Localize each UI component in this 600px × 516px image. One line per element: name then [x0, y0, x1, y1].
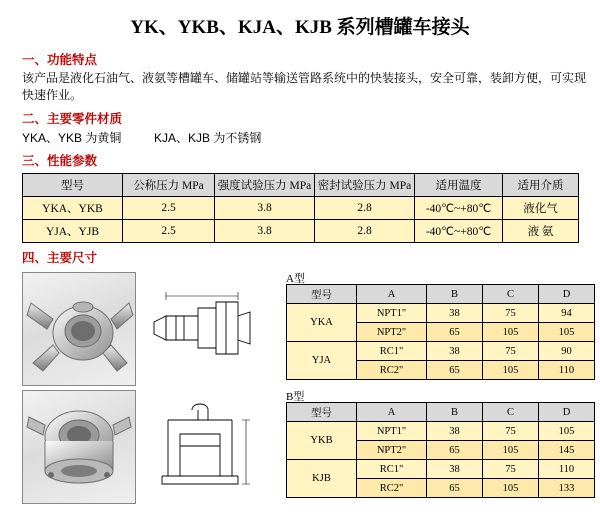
dimA-g0-r0-c0: NPT1" — [357, 304, 427, 323]
perf-r1-c5: 液 氨 — [503, 220, 579, 243]
dimA-g0-r0-c1: 38 — [427, 304, 483, 323]
dim-table-label-a: A型 — [286, 273, 305, 285]
dimA-col-0: 型号 — [287, 285, 357, 304]
table-header-row — [23, 174, 579, 197]
photo-coupling-b-graphic — [23, 391, 135, 503]
dimB-g1-r0-c3: 110 — [539, 460, 595, 479]
dimB-g0-r1-c2: 105 — [483, 441, 539, 460]
photo-coupling-a — [22, 272, 136, 386]
dimA-col-2: B — [427, 285, 483, 304]
dimB-g0-r0-c2: 75 — [483, 422, 539, 441]
table-row — [23, 197, 579, 220]
perf-col-5: 适用介质 — [503, 174, 579, 197]
dimA-g1-r0-c0: RC1" — [357, 342, 427, 361]
dimB-g0-r1-c3: 145 — [539, 441, 595, 460]
drawing-coupling-b-graphic — [146, 390, 258, 502]
dimensions-area — [0, 270, 600, 506]
dimB-g1-r1-c0: RC2" — [357, 479, 427, 498]
dimB-g0-r0-c3: 105 — [539, 422, 595, 441]
dimB-col-4: D — [539, 403, 595, 422]
table-row — [287, 460, 595, 479]
dimB-g1-r1-c3: 133 — [539, 479, 595, 498]
dimB-g0-r1-c0: NPT2" — [357, 441, 427, 460]
dimA-g0-r1-c3: 105 — [539, 323, 595, 342]
dimB-col-2: B — [427, 403, 483, 422]
perf-r0-c5: 液化气 — [503, 197, 579, 220]
dimA-g0-r0-c2: 75 — [483, 304, 539, 323]
section-heading-features: 一、功能特点 — [22, 53, 98, 67]
dimB-g1-r1-c1: 65 — [427, 479, 483, 498]
dimA-g0-model: YKA — [287, 304, 357, 342]
perf-r1-c0: YJA、YJB — [23, 220, 123, 243]
dimA-g0-r0-c3: 94 — [539, 304, 595, 323]
perf-r1-c2: 3.8 — [215, 220, 315, 243]
section-heading-material: 二、主要零件材质 — [22, 112, 123, 126]
dimA-g0-r1-c0: NPT2" — [357, 323, 427, 342]
dimB-g0-model: YKB — [287, 422, 357, 460]
perf-r1-c3: 2.8 — [315, 220, 415, 243]
dimA-col-1: A — [357, 285, 427, 304]
table-row — [23, 220, 579, 243]
perf-col-3: 密封试验压力 MPa — [315, 174, 415, 197]
material-left: YKA、YKB 为黄铜 — [22, 131, 122, 145]
dimA-g1-r1-c3: 110 — [539, 361, 595, 380]
dimB-col-0: 型号 — [287, 403, 357, 422]
perf-col-1: 公称压力 MPa — [123, 174, 215, 197]
perf-r0-c0: YKA、YKB — [23, 197, 123, 220]
dimA-g1-r1-c2: 105 — [483, 361, 539, 380]
dimB-g0-r0-c1: 38 — [427, 422, 483, 441]
perf-col-2: 强度试验压力 MPa — [215, 174, 315, 197]
table-header-row — [287, 285, 595, 304]
perf-r1-c1: 2.5 — [123, 220, 215, 243]
table-header-row — [287, 403, 595, 422]
dimA-col-3: C — [483, 285, 539, 304]
dimB-g0-r0-c0: NPT1" — [357, 422, 427, 441]
dimA-g1-r0-c3: 90 — [539, 342, 595, 361]
drawing-coupling-b — [146, 390, 258, 502]
table-row — [287, 304, 595, 323]
dimA-g1-model: YJA — [287, 342, 357, 380]
dimension-row-a — [22, 270, 600, 388]
photo-coupling-a-graphic — [23, 273, 135, 385]
perf-r0-c4: -40℃~+80℃ — [415, 197, 503, 220]
material-line — [22, 129, 600, 146]
dimB-col-1: A — [357, 403, 427, 422]
dimB-g1-r1-c2: 105 — [483, 479, 539, 498]
dimA-g1-r1-c0: RC2" — [357, 361, 427, 380]
dimension-row-b — [22, 388, 600, 506]
perf-col-0: 型号 — [23, 174, 123, 197]
table-row — [287, 342, 595, 361]
perf-r0-c2: 3.8 — [215, 197, 315, 220]
perf-r1-c4: -40℃~+80℃ — [415, 220, 503, 243]
photo-coupling-b — [22, 390, 136, 504]
dimA-g1-r1-c1: 65 — [427, 361, 483, 380]
dimA-g0-r1-c1: 65 — [427, 323, 483, 342]
dimB-col-3: C — [483, 403, 539, 422]
perf-r0-c1: 2.5 — [123, 197, 215, 220]
drawing-coupling-a-graphic — [146, 272, 258, 384]
dimA-col-4: D — [539, 285, 595, 304]
dimB-g1-r0-c1: 38 — [427, 460, 483, 479]
section-heading-performance: 三、性能参数 — [22, 154, 98, 168]
table-row — [287, 422, 595, 441]
dimB-g1-r0-c2: 75 — [483, 460, 539, 479]
features-text: 该产品是液化石油气、液氨等槽罐车、储罐站等输送管路系统中的快装接头，安全可靠，装卸方便，可实现快速作业。 — [22, 71, 587, 102]
dim-table-label-b: B型 — [286, 391, 305, 403]
dimB-g0-r1-c1: 65 — [427, 441, 483, 460]
drawing-coupling-a — [146, 272, 258, 384]
dimension-table-b — [286, 402, 595, 498]
page-title: YK、YKB、KJA、KJB 系列槽罐车接头 — [130, 17, 470, 38]
dimB-g1-r0-c0: RC1" — [357, 460, 427, 479]
material-right: KJA、KJB 为不锈钢 — [154, 131, 262, 145]
perf-r0-c3: 2.8 — [315, 197, 415, 220]
performance-table — [22, 173, 579, 243]
section-heading-dimensions: 四、主要尺寸 — [22, 251, 98, 265]
dimension-table-a — [286, 284, 595, 380]
dimA-g1-r0-c1: 38 — [427, 342, 483, 361]
perf-col-4: 适用温度 — [415, 174, 503, 197]
dimA-g1-r0-c2: 75 — [483, 342, 539, 361]
dimB-g1-model: KJB — [287, 460, 357, 498]
dimA-g0-r1-c2: 105 — [483, 323, 539, 342]
